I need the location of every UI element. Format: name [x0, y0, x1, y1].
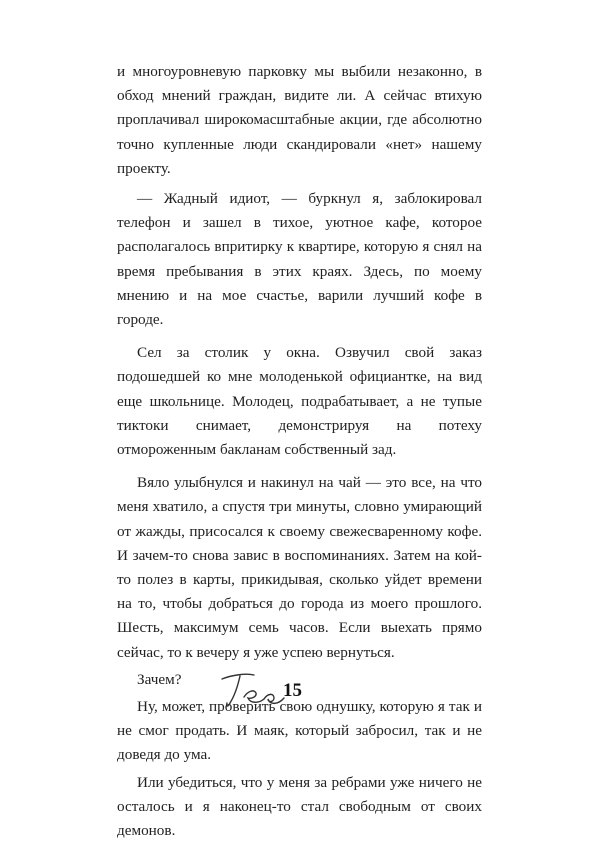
paragraph-2: — Жадный идиот, — буркнул я, заблокировал телефон и зашел в тихое, уютное кафе, которое располагалось впритирку к квартире, которую я снял на время пребывания в этих краях. Здесь, по моему мнению и на мое счастье, варили лучший кофе в городе. — [117, 190, 482, 329]
paragraph-3: Сел за столик у окна. Озвучил свой заказ подошедшей ко мне молоденькой официантке, на вид еще школьнице. Молодец, подрабатывает, а не тупые тиктоки снимает, демонстрируя на потеху отмороженным бакланам собственный зад. — [117, 344, 482, 459]
page-number: 15 — [283, 680, 302, 701]
paragraph-5: Зачем? — [137, 670, 182, 688]
page-footer — [0, 660, 600, 730]
paragraph-6: Ну, может, проверить свою однушку, которую я так и не смог продать. И маяк, который забросил, так и не доведя до ума. — [117, 698, 482, 764]
paragraph-4: Вяло улыбнулся и накинул на чай — это все, на что меня хватило, а спустя три минуты, словно умирающий от жажды, присосался к своему свежесваренному кофе. И зачем-то снова завис в воспоминаниях. Затем на кой-то полез в карты, прикидывая, сколько уйдет времени на то, чтобы добраться до города из моего прошлого. Шесть, максимум семь часов. Если выехать прямо сейчас, то к вечеру я уже успею вернуться. — [117, 474, 482, 661]
paragraph-7: Или убедиться, что у меня за ребрами уже ничего не осталось и я наконец-то стал свободным от своих демонов. — [117, 773, 482, 840]
paragraph-1: и многоуровневую парковку мы выбили незаконно, в обход мнений граждан, видите ли. А сейчас втихую проплачивал широкомасштабные акции, где абсолютно точно купленные люди скандировали «нет» нашему проекту. — [117, 63, 482, 177]
